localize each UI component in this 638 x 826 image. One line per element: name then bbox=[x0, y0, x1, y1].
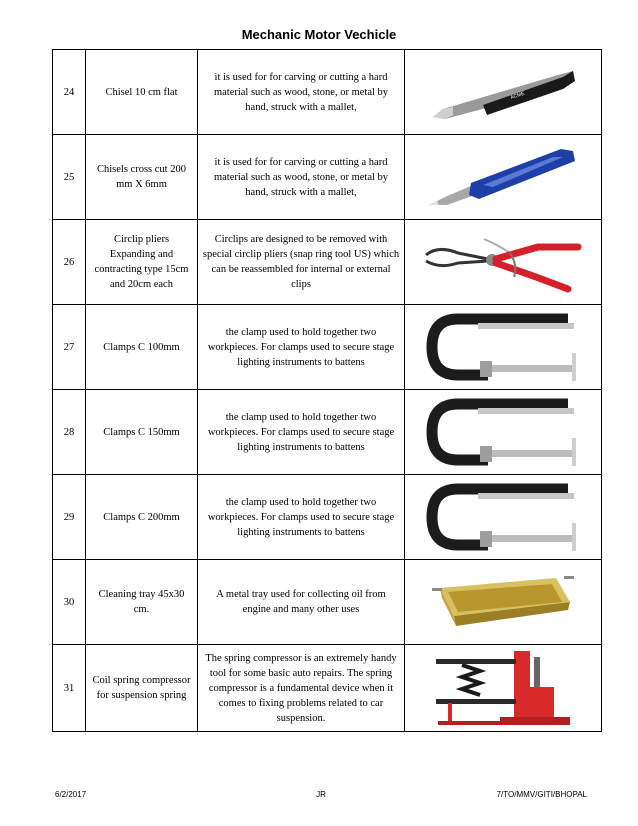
tool-description: the clamp used to hold together two workpieces. For clamps used to secure stage lighting instruments to battens bbox=[198, 305, 405, 390]
c-clamp-image bbox=[418, 309, 588, 385]
row-number: 30 bbox=[53, 560, 86, 645]
tool-image-cell bbox=[405, 50, 602, 135]
tool-name: Circlip pliers Expanding and contracting type 15cm and 20cm each bbox=[86, 220, 198, 305]
c-clamp-image bbox=[418, 479, 588, 555]
tool-description: it is used for for carving or cutting a hard material such as wood, stone, or metal by hand, struck with a mallet, bbox=[198, 50, 405, 135]
tool-image-cell bbox=[405, 560, 602, 645]
row-number: 24 bbox=[53, 50, 86, 135]
c-clamp-image bbox=[418, 394, 588, 470]
tool-description: it is used for for carving or cutting a hard material such as wood, stone, or metal by hand, struck with a mallet, bbox=[198, 135, 405, 220]
tool-description: Circlips are designed to be removed with special circlip pliers (snap ring tool US) which can be reassembled for internal or external clips bbox=[198, 220, 405, 305]
row-number: 28 bbox=[53, 390, 86, 475]
tool-name: Clamps C 150mm bbox=[86, 390, 198, 475]
cleaning-tray-image bbox=[428, 572, 578, 632]
cross-cut-chisel-image bbox=[423, 141, 583, 213]
tool-description: the clamp used to hold together two workpieces. For clamps used to secure stage lighting instruments to battens bbox=[198, 475, 405, 560]
tools-table bbox=[52, 49, 602, 732]
table-row bbox=[53, 390, 602, 475]
table-row bbox=[53, 645, 602, 732]
tool-name: Chisels cross cut 200 mm X 6mm bbox=[86, 135, 198, 220]
table-row bbox=[53, 305, 602, 390]
row-number: 31 bbox=[53, 645, 86, 732]
row-number: 26 bbox=[53, 220, 86, 305]
footer-date: 6/2/2017 bbox=[55, 790, 87, 799]
tool-image-cell bbox=[405, 645, 602, 732]
tool-description: A metal tray used for collecting oil from engine and many other uses bbox=[198, 560, 405, 645]
page-title: Mechanic Motor Vechicle bbox=[241, 27, 397, 42]
footer-reference: 7/TO/MMV/GITI/BHOPAL bbox=[496, 790, 587, 799]
table-row bbox=[53, 50, 602, 135]
tool-name: Cleaning tray 45x30 cm. bbox=[86, 560, 198, 645]
tool-name: Coil spring compressor for suspension spring bbox=[86, 645, 198, 732]
tool-description: The spring compressor is an extremely handy tool for some basic auto repairs. The spring compressor is a fundamental device when it comes to fixing problems related to car suspension. bbox=[198, 645, 405, 732]
tool-name: Chisel 10 cm flat bbox=[86, 50, 198, 135]
row-number: 27 bbox=[53, 305, 86, 390]
row-number: 29 bbox=[53, 475, 86, 560]
table-row bbox=[53, 220, 602, 305]
row-number: 25 bbox=[53, 135, 86, 220]
tool-image-cell bbox=[405, 305, 602, 390]
table-row bbox=[53, 135, 602, 220]
table-row bbox=[53, 560, 602, 645]
tool-image-cell bbox=[405, 390, 602, 475]
tool-image-cell bbox=[405, 135, 602, 220]
tool-name: Clamps C 200mm bbox=[86, 475, 198, 560]
tool-description: the clamp used to hold together two workpieces. For clamps used to secure stage lighting instruments to battens bbox=[198, 390, 405, 475]
footer-author: JR bbox=[316, 790, 326, 799]
table-row bbox=[53, 475, 602, 560]
flat-chisel-image bbox=[423, 57, 583, 127]
spring-compressor-image bbox=[418, 647, 588, 729]
circlip-pliers-image bbox=[418, 225, 588, 299]
tool-image-cell bbox=[405, 475, 602, 560]
tool-name: Clamps C 100mm bbox=[86, 305, 198, 390]
tool-image-cell bbox=[405, 220, 602, 305]
svg-text:ACME: ACME bbox=[509, 90, 526, 101]
